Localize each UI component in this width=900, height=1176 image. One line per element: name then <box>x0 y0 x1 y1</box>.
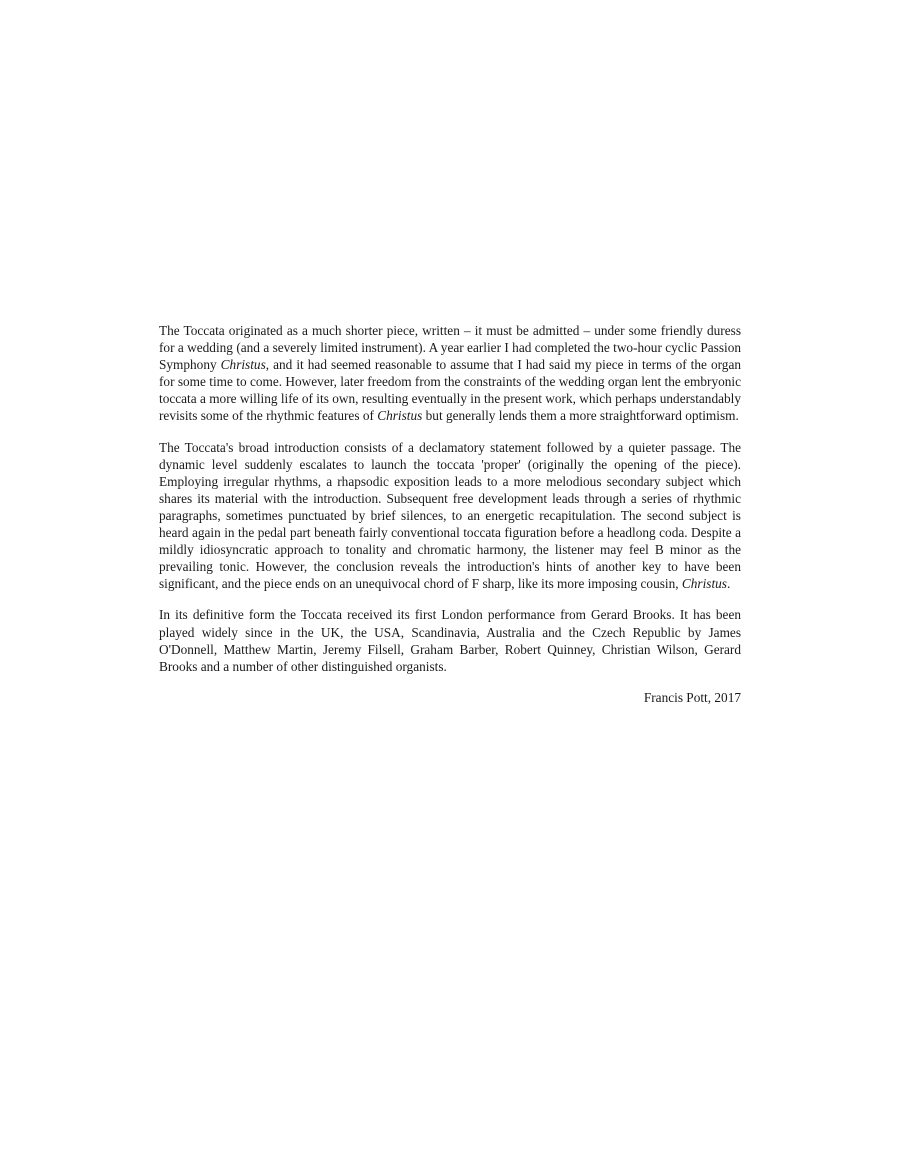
body-paragraph <box>159 439 741 593</box>
body-paragraph <box>159 606 741 674</box>
paragraph-list <box>159 322 741 675</box>
paragraph-text: but generally lends them a more straightforward optimism. <box>422 408 739 424</box>
body-paragraph <box>159 322 741 425</box>
paragraph-text: The Toccata originated as a much shorter piece, written – it must be admitted – under some friendly duress for a wedding (and a severely limited instrument). A year earlier I had completed the two-hour cyclic Passion Symphony <box>159 323 741 373</box>
italic-title: Christus <box>220 357 266 373</box>
program-note <box>159 322 741 706</box>
paragraph-text: , and it had seemed reasonable to assume that I had said my piece in terms of the organ for some time to come. However, later freedom from the constraints of the wedding organ lent the embryonic toccata a more willing life of its own, resulting eventually in the present work, which perhaps understandably revisits some of the rhythmic features of <box>159 357 742 424</box>
paragraph-text: . <box>727 576 731 592</box>
author-signature: Francis Pott, 2017 <box>643 689 741 705</box>
paragraph-text: The Toccata's broad introduction consists of a declamatory statement followed by a quieter passage. The dynamic level suddenly escalates to launch the toccata 'proper' (originally the opening of the piece). Employing irregular rhythms, a rhapsodic exposition leads to a more melodious secondary subject which shares its material with the introduction. Subsequent free development leads through a series of rhythmic paragraphs, sometimes punctuated by brief silences, to an energetic recapitulation. The second subject is heard again in the pedal part beneath fairly conventional toccata figuration before a headlong coda. Despite a mildly idiosyncratic approach to tonality and chromatic harmony, the listener may feel B minor as the prevailing tonic. However, the conclusion reveals the introduction's hints of another key to have been significant, and the piece ends on an unequivocal chord of F sharp, like its more imposing cousin, <box>159 439 741 592</box>
italic-title: Christus <box>377 408 423 424</box>
italic-title: Christus <box>681 576 727 592</box>
paragraph-text: In its definitive form the Toccata received its first London performance from Gerard Brooks. It has been played widely since in the UK, the USA, Scandinavia, Australia and the Czech Republic by James O'Donnell, Matthew Martin, Jeremy Filsell, Graham Barber, Robert Quinney, Christian Wilson, Gerard Brooks and a number of other distinguished organists. <box>159 607 741 674</box>
